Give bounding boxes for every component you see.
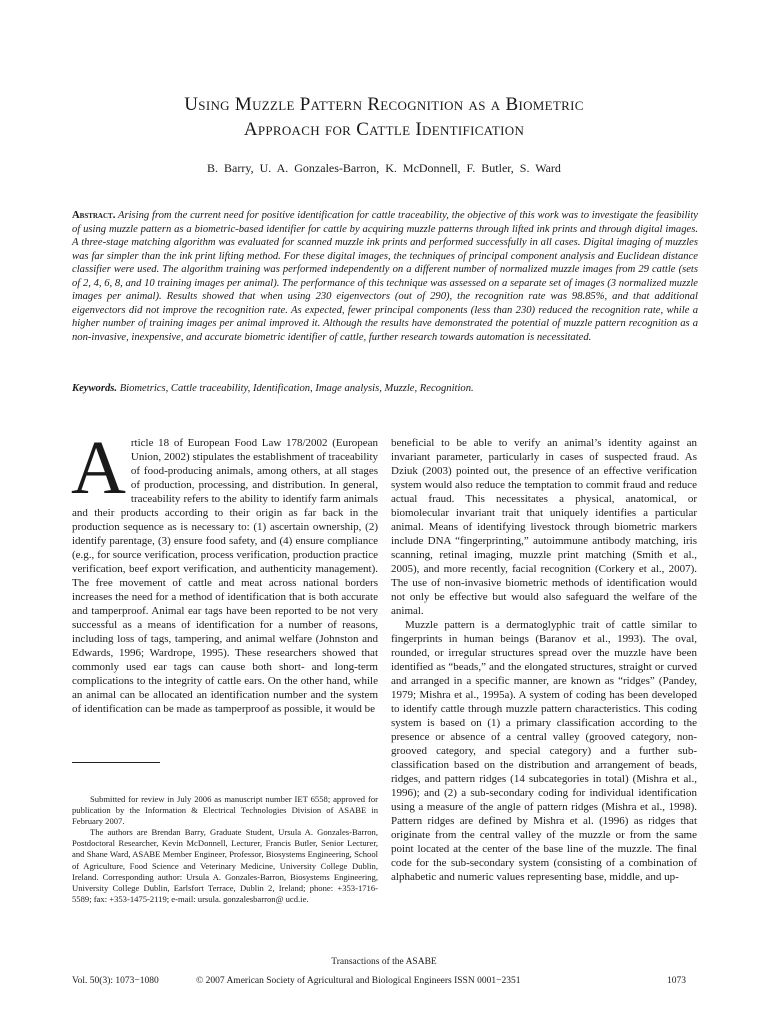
abstract-text: Arising from the current need for positive identification for cattle traceability, the objective of this work was to investigate the feasibility of using muzzle pattern as a biometric-based identifier for cattle by acquiring muzzle patterns through lifted ink prints and through digital images. A three-stage matching algorithm was evaluated for scanned muzzle ink prints and performed successfully in all cases. Digital imaging of muzzles was far simpler than the ink print lifting method. For these digital images, the techniques of principal component analysis and Euclidean distance classifier were used. The algorithm training was performed independently on a different number of normalized muzzle images from 29 cattle (sets of 2, 4, 6, 8, and 10 training images per animal). The performance of this technique was assessed on a separate set of images (3 normalized muzzle images per animal). Results showed that when using 230 eigenvectors (out of 290), the recognition rate was 98.85%, and that additional eigenvectors did not improve the recognition rate. As expected, fewer principal components (less than 230) reduced the recognition rate, while a higher number of training images per animal improved it. Although the results have demonstrated the potential of muzzle pattern recognition as a non-invasive, inexpensive, and accurate biometric identifier of cattle, further research towards automation is necessitated. — [72, 210, 698, 343]
copyright-notice: © 2007 American Society of Agricultural and Biological Engineers ISSN 0001−2351 — [196, 976, 521, 986]
author-list: B. Barry, U. A. Gonzales-Barron, K. McDonnell, F. Butler, S. Ward — [207, 161, 561, 175]
title-line-1: Using Muzzle Pattern Recognition as a Biometric — [184, 94, 584, 115]
body-paragraph-1: beneficial to be able to verify an animal’s identity against an invariant parameter, particularly in cases of suspected fraud. As Dziuk (2003) pointed out, the presence of an effective verification system would also reduce the temptation to commit fraud and reduce actual fraud. This necessitates a physical, anatomical, or biomolecular invariant trait that uniquely identifies a particular animal. Means of identifying livestock through biometric markers include DNA “fingerprinting,” autoimmune antibody matching, iris scanning, retinal imaging, muzzle print matching (Smith et al., 2005), and more recently, facial recognition (Corkery et al., 2007). The use of non-invasive biometric methods of identification would not only be effective but would also safeguard the welfare of the animal. — [391, 437, 697, 618]
body-column-right — [391, 436, 697, 885]
page-number: 1073 — [667, 976, 686, 986]
journal-name: Transactions of the ASABE — [331, 957, 437, 967]
body-column-left — [71, 426, 378, 716]
volume-info: Vol. 50(3): 1073−1080 — [72, 976, 159, 986]
abstract — [72, 209, 698, 344]
drop-cap: A — [71, 426, 126, 510]
abstract-label: Abstract. — [72, 210, 116, 221]
keywords — [72, 383, 698, 394]
body-paragraph-2: Muzzle pattern is a dermatoglyphic trait of cattle similar to fingerprints in human beings (Baranov et al., 1993). The oval, rounded, or irregular structures spread over the muzzle have been identified as “beads,” and the elongated structures, straight or curved and arranged in a specific manner, are known as “ridges” (Pandey, 1979; Mishra et al., 1995a). A system of coding has been developed to identify cattle through muzzle pattern characteristics. This coding system is based on (1) a primary classification according to the presence or absence of a central valley (grooved category, non-grooved category, and special category) and a further sub-classification based on the distribution and arrangement of beads, ridges, and pattern ridges (14 subcategories in total) (Mishra et al., 1996); and (2) a sub-secondary coding for individual identification using a measure of the angle of pattern ridges (Mishra et al., 1998). Pattern ridges are defined by Mishra et al. (1996) as ridges that originate from the central valley of the muzzle or from the same point located at the center of the base line of the muzzle. The final code for the sub-secondary system (consisting of a combination of alphabetic and numeric values representing base, middle, and up- — [391, 619, 697, 884]
intro-paragraph — [71, 426, 378, 716]
footnote-submitted: Submitted for review in July 2006 as manuscript number IET 6558; approved for publication by the Information & Electrical Technologies Division of ASABE in February 2007. — [72, 794, 378, 827]
keywords-label: Keywords. — [72, 383, 118, 394]
intro-text: rticle 18 of European Food Law 178/2002 (European Union, 2002) stipulates the establishment of traceability of food-producing animals, among others, at all stages of production, processing, and distribution. In general, traceability refers to the ability to identify farm animals and their products according to their origin as far back in the production sequence as is necessary to: (1) ascertain ownership, (2) identify parentage, (3) ensure food safety, and (4) ensure compliance (e.g., for source verification, process verification, production practice verification, beef export verification, and authenticity management). The free movement of cattle and meat across national borders increases the need for a method of identification that is both accurate and tamperproof. Animal ear tags have been reported to be not very successful as a means of identification for a number of reasons, including loss of tags, tampering, and animal welfare (Johnston and Edwards, 1996; Wardrope, 1995). These researchers showed that commonly used ear tags can cause both short- and long-term complications to the integrity of cattle ears. On the other hand, while an animal can be allocated an identification number and the system of identification can be made as tamperproof as possible, it would be — [72, 437, 378, 716]
title-line-2: Approach for Cattle Identification — [243, 119, 525, 140]
footnote-divider — [72, 762, 160, 763]
footnote-authors: The authors are Brendan Barry, Graduate Student, Ursula A. Gonzales-Barron, Postdoctoral Researcher, Kevin McDonnell, Lecturer, Francis Butler, Senior Lecturer, and Shane Ward, ASABE Member Engineer, Professor, Biosystems Engineering, School of Agriculture, Food Science and Veterinary Medicine, University College Dublin, Ireland. Corresponding author: Ursula A. Gonzales-Barron, Biosystems Engineering, University College Dublin, Earlsfort Terrace, Dublin 2, Ireland; phone: +353-1716-5589; fax: +353-1475-2119; e-mail: ursula. gonzalesbarron@ ucd.ie. — [72, 827, 378, 904]
paper-title — [60, 92, 708, 142]
keywords-text: Biometrics, Cattle traceability, Identification, Image analysis, Muzzle, Recognition. — [119, 383, 474, 394]
footnote — [72, 794, 378, 905]
